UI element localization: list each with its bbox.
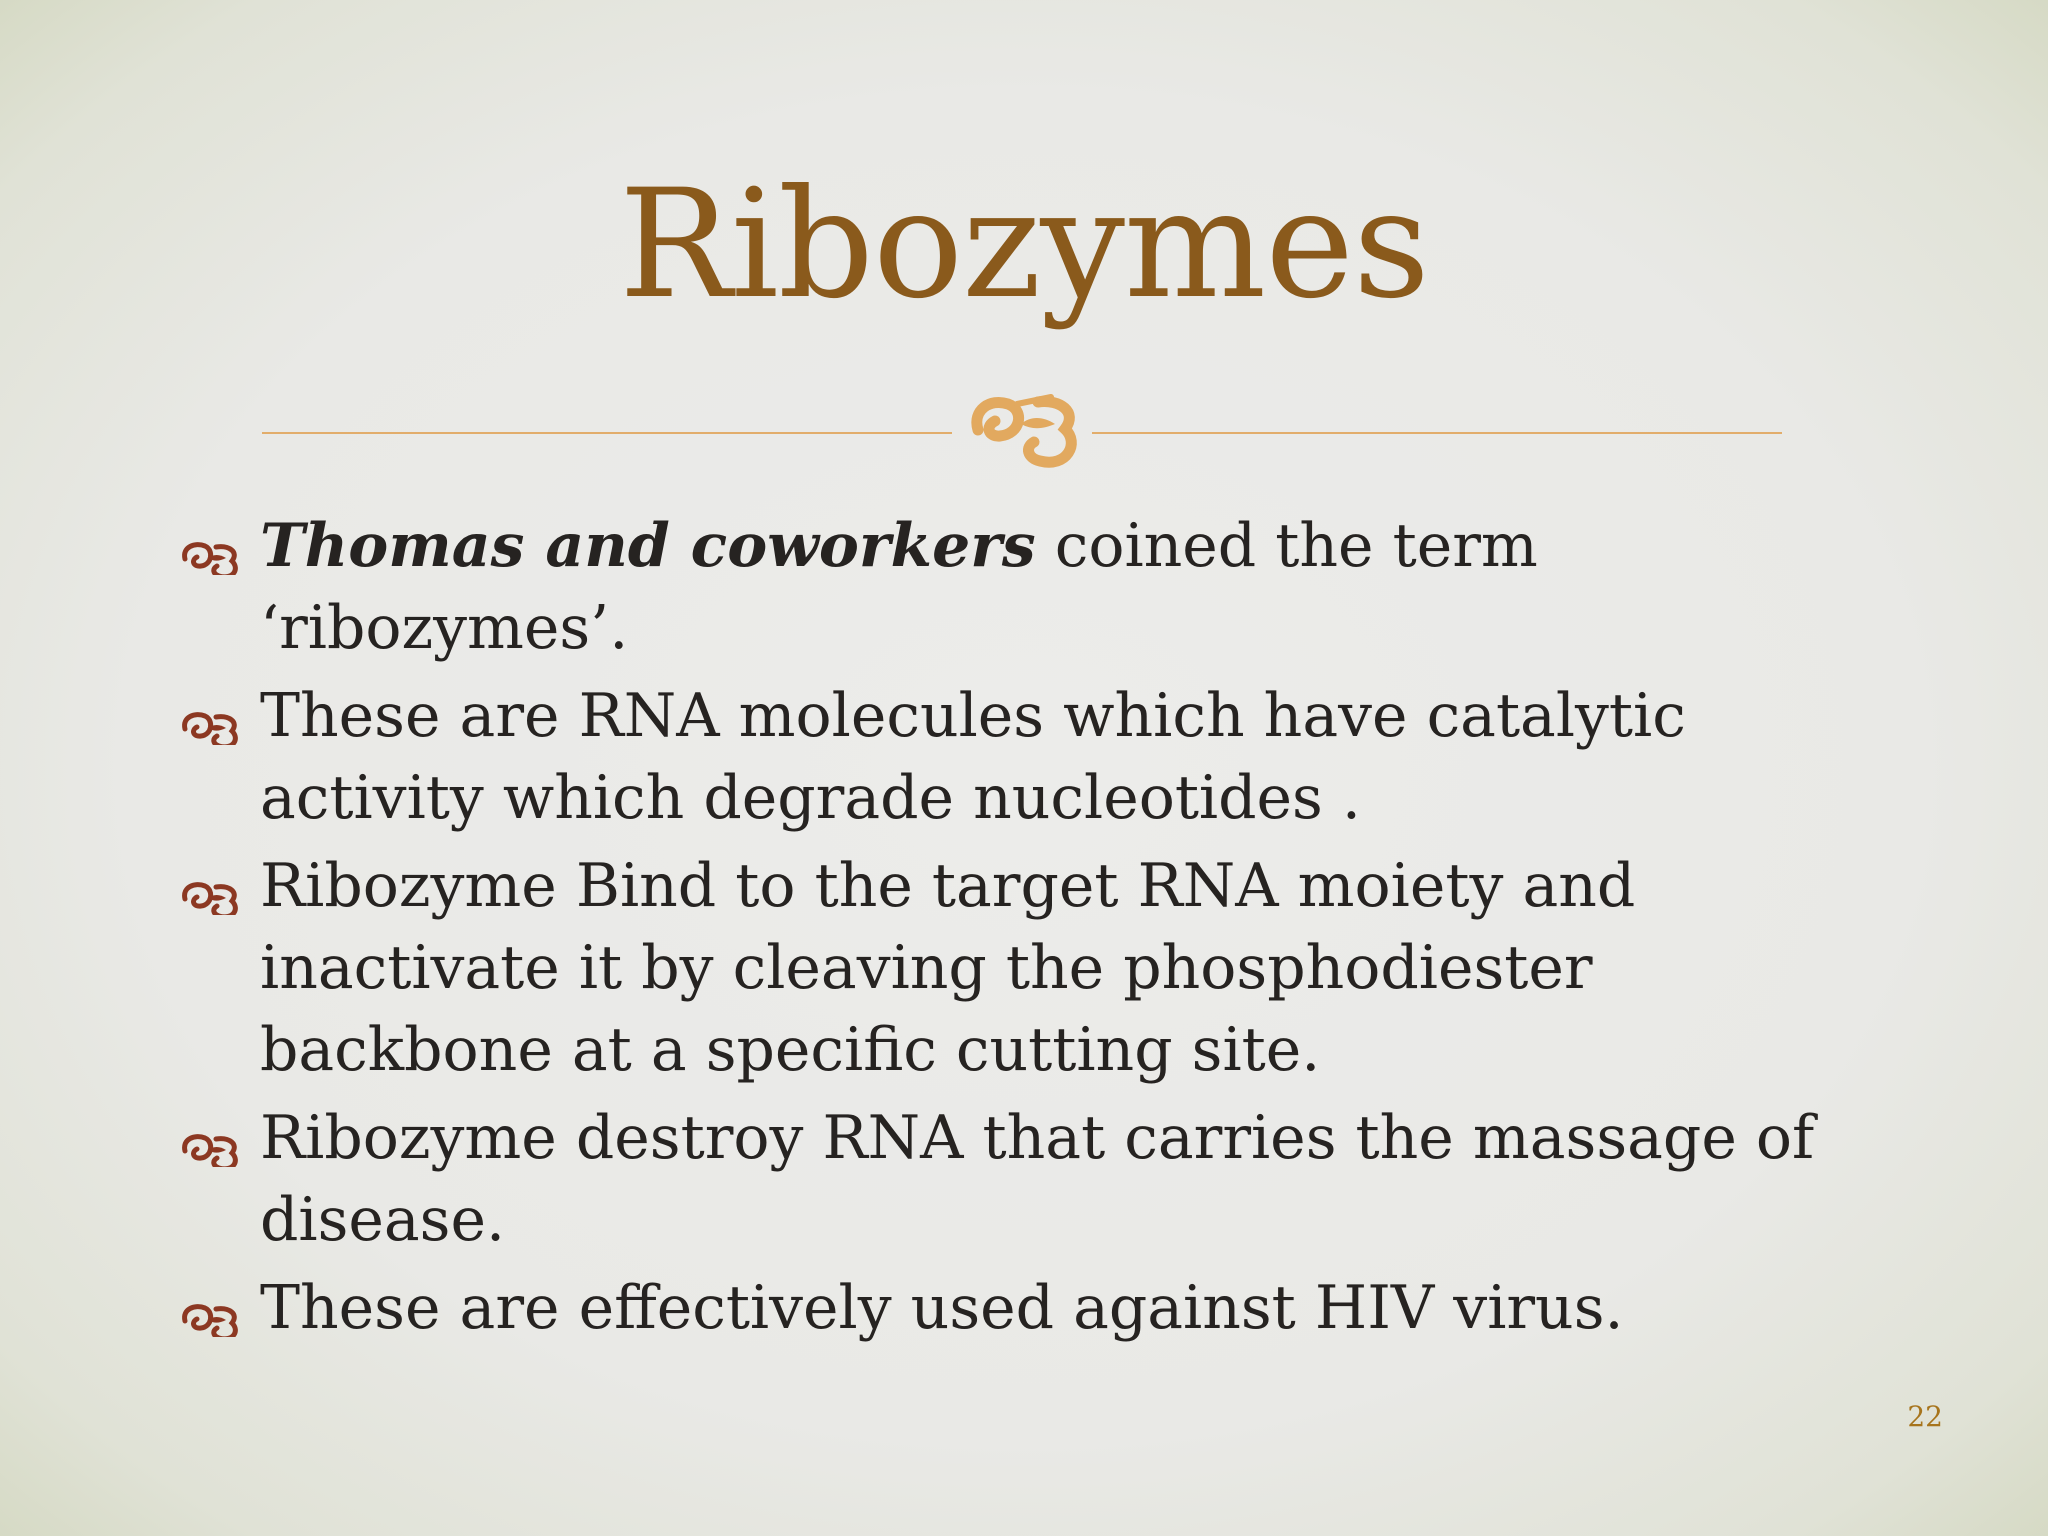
page-number: 22 xyxy=(1907,1400,1943,1433)
bullet-text: Ribozyme destroy RNA that carries the massage of disease. xyxy=(260,1103,1815,1255)
bullet-item-5 xyxy=(175,1267,1875,1349)
bullet-text: Ribozyme Bind to the target RNA moiety and inactivate it by cleaving the phosphodiester backbone at a specific cutting site. xyxy=(260,851,1636,1085)
bullet-item-2 xyxy=(175,675,1875,839)
title-divider xyxy=(262,386,1782,476)
bullet-emphasis: Thomas and coworkers xyxy=(260,511,1036,581)
fleuron-bullet-icon xyxy=(177,881,245,915)
fleuron-bullet-icon xyxy=(177,1133,245,1167)
bullet-item-4 xyxy=(175,1097,1875,1261)
bullet-text: These are RNA molecules which have catalytic activity which degrade nucleotides . xyxy=(260,681,1686,833)
bullet-item-3 xyxy=(175,845,1875,1091)
divider-rule-right xyxy=(1092,432,1782,434)
bullet-text: coined the term ‘ribozymes’. xyxy=(260,511,1538,663)
fleuron-bullet-icon xyxy=(177,1303,245,1337)
slide-title: Ribozymes xyxy=(619,158,1429,332)
bullet-list xyxy=(175,505,1875,1355)
bullet-text: These are effectively used against HIV virus. xyxy=(260,1273,1624,1343)
fleuron-bullet-icon xyxy=(177,711,245,745)
fleuron-bullet-icon xyxy=(177,541,245,575)
divider-rule-left xyxy=(262,432,952,434)
bullet-item-1 xyxy=(175,505,1875,669)
fleuron-ornament-icon xyxy=(952,386,1092,476)
